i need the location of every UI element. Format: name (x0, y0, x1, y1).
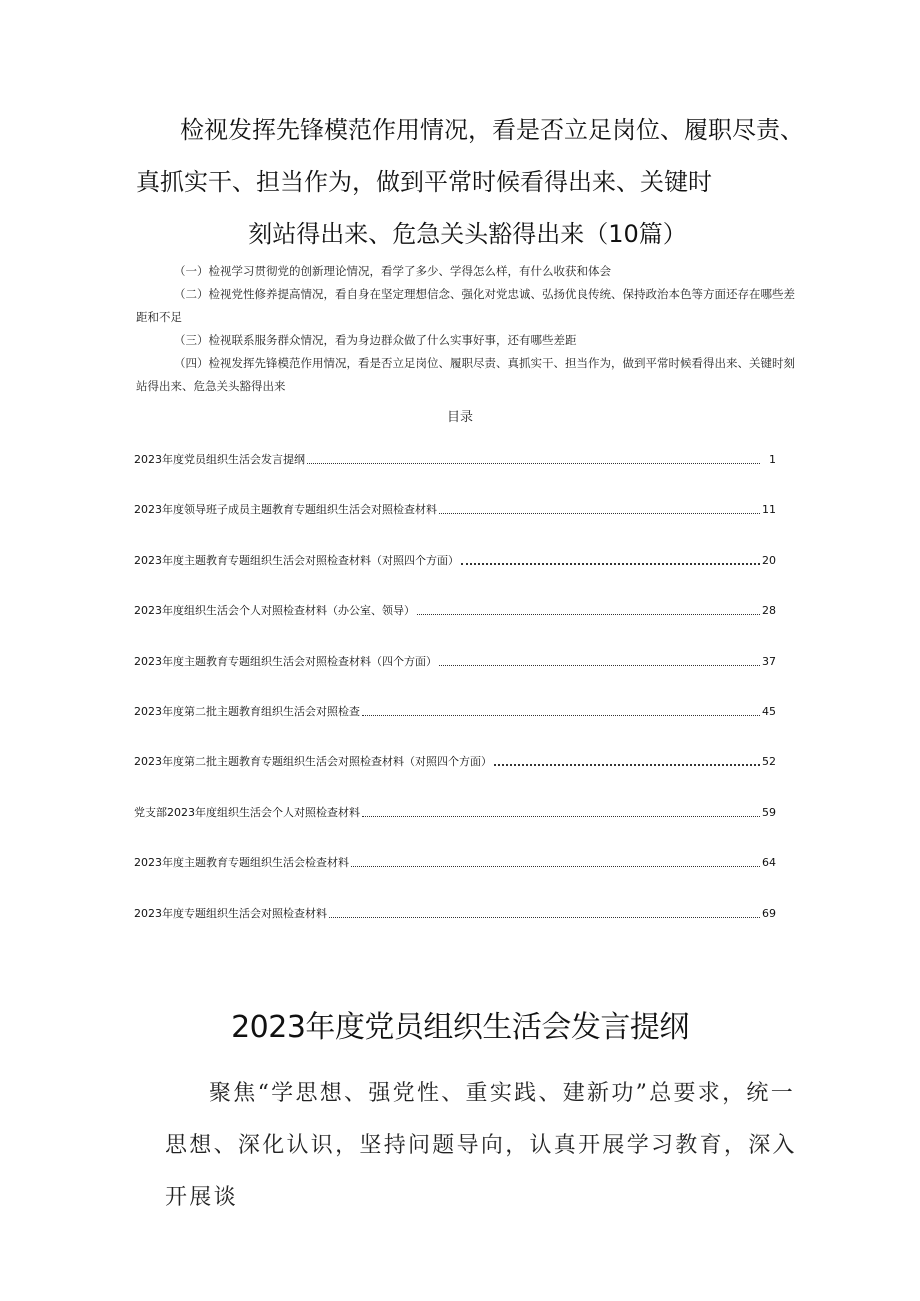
toc-entry[interactable] (134, 599, 776, 619)
toc-entry[interactable] (134, 851, 776, 871)
toc-entry-label: 2023年度第二批主题教育组织生活会对照检查 (134, 705, 360, 718)
section-title: 2023年度党员组织生活会发言提纲 (231, 1010, 689, 1045)
section-body (165, 1068, 805, 1224)
toc-leader-dots (329, 916, 760, 918)
toc-entry-label: 2023年度第二批主题教育专题组织生活会对照检查材料（对照四个方面） (134, 755, 492, 768)
toc-entry-label: 2023年度主题教育专题组织生活会检查材料 (134, 856, 349, 869)
toc-entry-page: 59 (762, 806, 776, 819)
section-body-paragraph: 聚焦“学思想、强党性、重实践、建新功”总要求，统一思想、深化认识，坚持问题导向，认真开展学习教育，深入开展谈 (165, 1081, 797, 1210)
toc-entry[interactable] (134, 549, 776, 569)
toc-entry-page: 69 (762, 907, 776, 920)
intro-item-3: （三）检视联系服务群众情况，看为身边群众做了什么实事好事，还有哪些差距 (174, 333, 577, 347)
toc-entry-page: 64 (762, 856, 776, 869)
intro-list (136, 260, 796, 398)
document-title-line-2: 真抓实干、担当作为，做到平常时候看得出来、关键时 (136, 168, 712, 196)
toc-entry[interactable] (134, 498, 776, 518)
toc-entry[interactable] (134, 902, 776, 922)
toc-leader-dots (362, 714, 760, 716)
toc-leader-dots (417, 613, 760, 615)
toc-entry-page: 52 (762, 755, 776, 768)
toc-leader-dots (439, 664, 760, 666)
toc-entry[interactable] (134, 700, 776, 720)
toc-entry-page: 37 (762, 655, 776, 668)
document-title-line-3: 刻站得出来、危急关头豁得出来（10篇） (248, 220, 687, 248)
toc-entry-label: 2023年度党员组织生活会发言提纲 (134, 453, 305, 466)
intro-item-2: （二）检视党性修养提高情况，看自身在坚定理想信念、强化对党忠诚、弘扬优良传统、保持政治本色等方面还存在哪些差距和不足 (136, 287, 795, 324)
intro-item-1: （一）检视学习贯彻党的创新理论情况，看学了多少、学得怎么样，有什么收获和体会 (174, 264, 611, 278)
toc-entry-label: 2023年度领导班子成员主题教育专题组织生活会对照检查材料 (134, 503, 437, 516)
toc-entry-page: 28 (762, 604, 776, 617)
toc-entry-page: 1 (769, 453, 776, 466)
document-title-line-1: 检视发挥先锋模范作用情况，看是否立足岗位、履职尽责、 (180, 116, 804, 144)
toc-leader-dots (439, 512, 760, 514)
toc-entry[interactable] (134, 448, 776, 468)
toc-entry[interactable] (134, 801, 776, 821)
toc-entry-page: 20 (762, 554, 776, 567)
toc-entry-label: 2023年度组织生活会个人对照检查材料（办公室、领导） (134, 604, 415, 617)
toc-entry-page: 11 (762, 503, 776, 516)
toc-entry-page: 45 (762, 705, 776, 718)
toc-leader-dots (362, 815, 760, 817)
toc-entry-label: 2023年度主题教育专题组织生活会对照检查材料（四个方面） (134, 655, 437, 668)
toc-leader-dots (461, 562, 760, 565)
toc-entry[interactable] (134, 750, 776, 770)
intro-item-4: （四）检视发挥先锋模范作用情况，看是否立足岗位、履职尽责、真抓实干、担当作为，做到平常时候看得出来、关键时刻站得出来、危急关头豁得出来 (136, 356, 795, 393)
toc-leader-dots (351, 865, 760, 867)
toc-entry-label: 党支部2023年度组织生活会个人对照检查材料 (134, 806, 360, 819)
toc-leader-dots (494, 763, 760, 766)
toc-entry[interactable] (134, 650, 776, 670)
toc-heading: 目录 (446, 410, 473, 425)
toc-leader-dots (307, 462, 760, 464)
toc-entry-label: 2023年度专题组织生活会对照检查材料 (134, 907, 327, 920)
toc-entry-label: 2023年度主题教育专题组织生活会对照检查材料（对照四个方面） (134, 554, 459, 567)
